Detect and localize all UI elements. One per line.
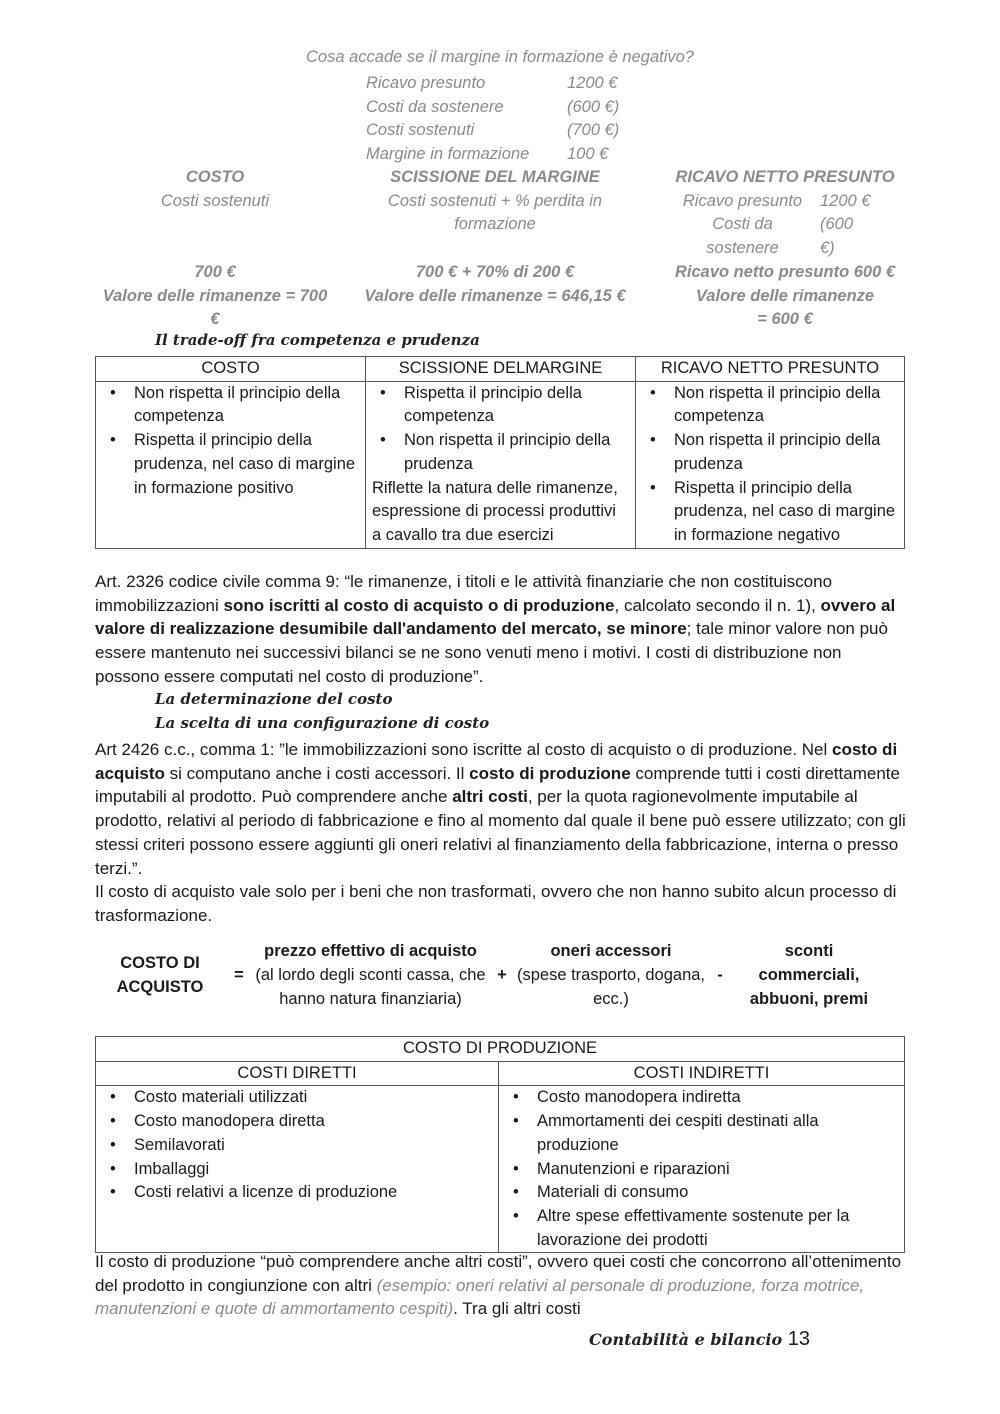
- list-item: • Costo materiali utilizzati: [134, 1086, 492, 1110]
- example-value: 100 €: [567, 145, 609, 164]
- paragraph-text: . Tra gli altri costi: [453, 1299, 581, 1319]
- list-item: • Non rispetta il principio della competenza: [134, 382, 359, 429]
- method-row: [665, 213, 905, 260]
- method-costo: [100, 166, 330, 332]
- formula-equals: =: [234, 966, 244, 985]
- method-row-label: Ricavo presunto: [682, 191, 803, 210]
- question-heading: Cosa accade se il margine in formazione è negativo?: [306, 48, 694, 66]
- paragraph-bold: altri costi: [452, 787, 528, 807]
- list-item: • Costi relativi a licenze di produzione: [134, 1181, 492, 1205]
- table-header: SCISSIONE DELMARGINE: [366, 357, 636, 382]
- method-value: Ricavo netto presunto 600 €: [674, 262, 896, 281]
- formula-term-title: oneri accessori: [550, 942, 672, 961]
- formula-term-price: [253, 940, 488, 1011]
- section-heading-tradeoff: Il trade-off fra competenza e prudenza: [155, 331, 480, 349]
- example-label: Costi sostenuti: [366, 121, 475, 140]
- list-item: • Rispetta il principio della prudenza, nel caso di margine in formazione negativo: [674, 477, 898, 548]
- example-label: Margine in formazione: [366, 145, 530, 164]
- method-scissione: [350, 166, 640, 308]
- method-value: 700 €: [194, 262, 236, 281]
- method-description: Costi sostenuti: [160, 191, 270, 210]
- method-value: 700 € + 70% di 200 €: [415, 262, 575, 281]
- list-item: • Ammortamenti dei cespiti destinati alla produzione: [537, 1110, 898, 1157]
- method-row: [665, 190, 905, 214]
- formula-term-discounts: sconti commerciali, abbuoni, premi: [749, 942, 869, 1008]
- method-row-value: (600 €): [820, 215, 854, 258]
- formula-lhs: COSTO DI ACQUISTO: [116, 954, 204, 996]
- section-heading-determinazione: La determinazione del costo: [155, 690, 393, 708]
- paragraph-bold: costo di acquisto: [95, 740, 898, 783]
- formula-term-accessory: [516, 940, 706, 1011]
- method-row-label: Costi da sostenere: [706, 215, 779, 258]
- page-footer: [589, 1328, 810, 1351]
- table-header: COSTI DIRETTI: [96, 1061, 499, 1086]
- paragraph-example: (esempio: oneri relativi al personale di produzione, forza motrice, manutenzioni e quote di ammortamento cespiti): [95, 1275, 865, 1319]
- example-row: [366, 96, 666, 120]
- article-2326-paragraph: [95, 570, 910, 689]
- page-number: 13: [787, 1328, 810, 1350]
- method-description: Costi sostenuti + % perdita in formazione: [387, 191, 603, 234]
- method-row-value: 1200 €: [820, 191, 871, 210]
- paragraph-text: , calcolato secondo il n. 1),: [614, 595, 821, 615]
- paragraph-bold: ovvero al valore di realizzazione desumibile dall'andamento del mercato, se minore: [95, 595, 896, 639]
- formula-plus: +: [497, 966, 507, 985]
- method-inventory-value: Valore delle rimanenze = 700 €: [102, 286, 328, 329]
- tradeoff-table: [95, 356, 905, 549]
- formula-term-note: (spese trasporto, dogana, ecc.): [516, 966, 706, 1008]
- table-cell: [366, 381, 636, 548]
- list-item: • Altre spese effettivamente sostenute per la lavorazione dei prodotti: [537, 1205, 898, 1252]
- table-note: Riflette la natura delle rimanenze, espressione di processi produttivi a cavallo tra due esercizi: [372, 478, 618, 544]
- table-header: COSTI INDIRETTI: [499, 1061, 905, 1086]
- list-item: • Non rispetta il principio della prudenza: [674, 429, 898, 476]
- table-cell: [499, 1086, 905, 1253]
- method-heading: SCISSIONE DEL MARGINE: [390, 168, 600, 186]
- method-heading: RICAVO NETTO PRESUNTO: [675, 168, 895, 186]
- example-label: Ricavo presunto: [366, 74, 486, 92]
- list-item: • Non rispetta il principio della prudenza: [404, 429, 629, 476]
- section-heading-configurazione: La scelta di una configurazione di costo: [155, 714, 490, 732]
- formula-term-title: prezzo effettivo di acquisto: [264, 942, 477, 961]
- list-item: • Materiali di consumo: [537, 1181, 898, 1205]
- method-inventory-value: Valore delle rimanenze = 600 €: [695, 286, 875, 329]
- other-costs-paragraph: [95, 1250, 910, 1321]
- formula-term-note: (al lordo degli sconti cassa, che hanno natura finanziaria): [255, 966, 486, 1008]
- paragraph-text: ; tale minor valore non può essere mantenuto nei successivi bilanci se ne sono venuti meno i motivi. I costi di distribuzione non possono essere computati nel costo di produzione”.: [95, 619, 888, 686]
- list-item: • Non rispetta il principio della competenza: [674, 382, 898, 429]
- list-item: • Rispetta il principio della competenza: [404, 382, 629, 429]
- article-2426-paragraph: [95, 738, 910, 928]
- method-ricavo-netto: [665, 166, 905, 332]
- paragraph-text: Il costo di produzione “può comprendere anche altri costi”, ovvero quei costi che concorrono all’ottenimento del prodotto in congiunzione con altri: [95, 1252, 902, 1295]
- method-heading: COSTO: [185, 168, 245, 186]
- list-item: • Semilavorati: [134, 1134, 492, 1158]
- list-item: • Rispetta il principio della prudenza, nel caso di margine in formazione positivo: [134, 429, 359, 500]
- method-inventory-value: Valore delle rimanenze = 646,15 €: [364, 286, 626, 305]
- example-value: (600 €): [567, 97, 620, 116]
- table-cell: [96, 381, 366, 548]
- table-header: RICAVO NETTO PRESUNTO: [636, 357, 905, 382]
- table-title: COSTO DI PRODUZIONE: [96, 1037, 905, 1062]
- formula-minus: -: [717, 966, 723, 985]
- example-value: 1200 €: [567, 74, 618, 92]
- paragraph-text: Art. 2326 codice civile comma 9: “le rimanenze, i titoli e le attività finanziarie che non costituiscono immobilizzazioni: [95, 572, 833, 615]
- purchase-cost-formula: [95, 928, 905, 1024]
- paragraph-text: si computano anche i costi accessori. Il: [164, 763, 470, 783]
- example-value: (700 €): [567, 121, 620, 140]
- paragraph-text: , per la quota ragionevolmente imputabile al prodotto, relativi al periodo di fabbricazione e fino al momento dal quale il bene può essere utilizzato; con gli stessi criteri possono essere aggiunti gli oneri relativi al finanziamento della fabbricazione, interna o presso terzi.”.: [95, 787, 906, 878]
- example-label: Costi da sostenere: [366, 97, 504, 116]
- list-item: • Costo manodopera diretta: [134, 1110, 492, 1134]
- list-item: • Costo manodopera indiretta: [537, 1086, 898, 1110]
- table-header: COSTO: [96, 357, 366, 382]
- margin-example: [366, 72, 666, 167]
- list-item: • Imballaggi: [134, 1158, 492, 1182]
- example-row: [366, 143, 666, 167]
- paragraph-text: comprende tutti i costi direttamente imputabili al prodotto. Può comprendere anche: [95, 763, 900, 807]
- production-cost-table: [95, 1036, 905, 1253]
- paragraph-bold: costo di produzione: [469, 763, 631, 783]
- footer-title: Contabilità e bilancio: [589, 1330, 783, 1349]
- example-row: [366, 119, 666, 143]
- paragraph-text: Art 2426 c.c., comma 1: ”le immobilizzazioni sono iscritte al costo di acquisto o di produzione. Nel: [95, 740, 832, 759]
- table-cell: [96, 1086, 499, 1253]
- paragraph-bold: sono iscritti al costo di acquisto o di produzione: [223, 595, 615, 615]
- table-cell: [636, 381, 905, 548]
- example-row: [366, 72, 666, 96]
- list-item: • Manutenzioni e riparazioni: [537, 1158, 898, 1182]
- paragraph-text: Il costo di acquisto vale solo per i beni che non trasformati, ovvero che non hanno subito alcun processo di trasformazione.: [95, 882, 897, 925]
